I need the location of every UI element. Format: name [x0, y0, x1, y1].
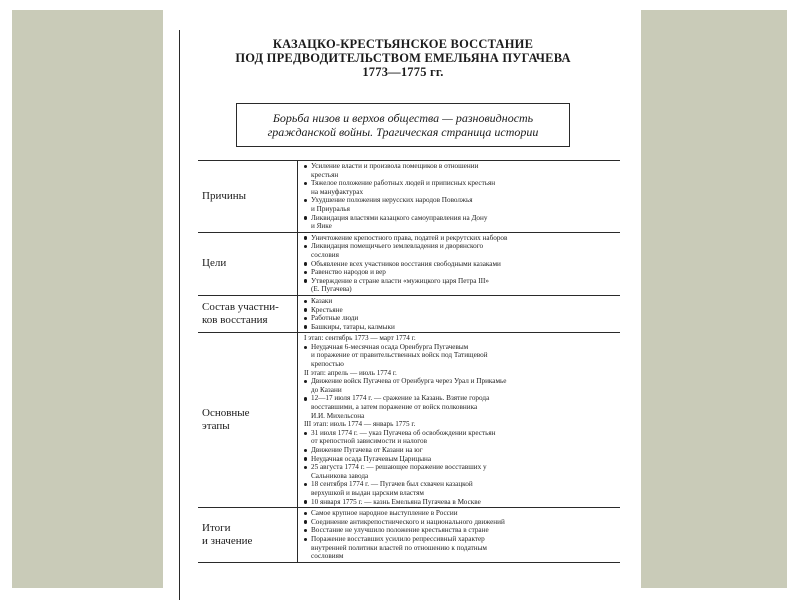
- list-item: Движение войск Пугачева от Оренбурга через Урал и Прикамье до Казани: [304, 377, 620, 394]
- row-items: [298, 161, 620, 232]
- list-item: Восстание не улучшило положение крестьянства в стране: [304, 526, 620, 535]
- table-row: [198, 333, 620, 508]
- list-item: Тяжелое положение работных людей и приписных крестьян на мануфактурах: [304, 179, 620, 196]
- heading-line: ПОД ПРЕДВОДИТЕЛЬСТВОМ ЕМЕЛЬЯНА ПУГАЧЕВА: [235, 51, 571, 65]
- list-item: Усиление власти и произвола помещиков в отношении крестьян: [304, 162, 620, 179]
- list-item: 31 июля 1774 г. — указ Пугачева об освобождении крестьян от крепостной зависимости и налогов: [304, 429, 620, 446]
- row-label: Итоги и значение: [198, 508, 298, 562]
- table-row: [198, 233, 620, 296]
- list-item: 18 сентября 1774 г. — Пугачев был схвачен казацкой верхушкой и выдан царским властям: [304, 480, 620, 497]
- row-label: Цели: [198, 233, 298, 295]
- list-item: Башкиры, татары, калмыки: [304, 323, 620, 332]
- row-items: [298, 508, 620, 562]
- document-page: [179, 30, 620, 600]
- list-item: Крестьяне: [304, 306, 620, 315]
- summary-line: гражданской войны. Трагическая страница истории: [267, 125, 539, 139]
- summary-box: [236, 103, 570, 147]
- list-item: Объявление всех участников восстания свободными казаками: [304, 260, 620, 269]
- list-item: Поражение восставших усилило репрессивный характер внутренней политики властей по отношению к податным сословиям: [304, 535, 620, 561]
- row-items: [298, 233, 620, 295]
- table-row: [198, 161, 620, 233]
- info-table: [198, 160, 620, 563]
- document-scan: [163, 10, 641, 600]
- heading-line: КАЗАЦКО-КРЕСТЬЯНСКОЕ ВОССТАНИЕ: [272, 37, 534, 51]
- list-item: Неудачная осада Пугачевым Царицына: [304, 455, 620, 464]
- list-item: Движение Пугачева от Казани на юг: [304, 446, 620, 455]
- heading-line: 1773—1775 гг.: [362, 65, 444, 79]
- row-items: [298, 296, 620, 332]
- row-label: Состав участни- ков восстания: [198, 296, 298, 332]
- row-items: [298, 333, 620, 507]
- list-item: 12—17 июля 1774 г. — сражение за Казань. Взятие города восставшими, а затем поражение от войск полковника И.И. Михельсона: [304, 394, 620, 420]
- list-item: Соединение антикрепостнического и национального движений: [304, 518, 620, 527]
- list-item: I этап: сентябрь 1773 — март 1774 г.: [304, 334, 416, 343]
- list-item: Самое крупное народное выступление в России: [304, 509, 620, 518]
- list-item: Ликвидация властями казацкого самоуправления на Дону и Яике: [304, 214, 620, 231]
- list-item: Казаки: [304, 297, 620, 306]
- list-item: Ухудшение положения нерусских народов Поволжья и Приуралья: [304, 196, 620, 213]
- row-label: Причины: [198, 161, 298, 232]
- list-item: 25 августа 1774 г. — решающее поражение восставших у Сальникова завода: [304, 463, 620, 480]
- list-item: Равенство народов и вер: [304, 268, 620, 277]
- list-item: Неудачная 6-месячная осада Оренбурга Пугачевым и поражение от правительственных войск под Татищевой крепостью: [304, 343, 620, 369]
- table-row: [198, 296, 620, 333]
- table-row: [198, 508, 620, 563]
- list-item: Уничтожение крепостного права, податей и рекрутских наборов: [304, 234, 620, 243]
- list-item: 10 января 1775 г. — казнь Емельяна Пугачева в Москве: [304, 498, 620, 507]
- list-item: III этап: июль 1774 — январь 1775 г.: [304, 420, 416, 429]
- list-item: Ликвидация помещичьего землевладения и дворянского сословия: [304, 242, 620, 259]
- summary-line: Борьба низов и верхов общества — разновидность: [272, 111, 534, 125]
- document-heading: [180, 37, 626, 79]
- list-item: II этап: апрель — июль 1774 г.: [304, 368, 397, 377]
- list-item: Работные люди: [304, 314, 620, 323]
- list-item: Утверждение в стране власти «мужицкого царя Петра III» (Е. Пугачева): [304, 277, 620, 294]
- row-label: Основные этапы: [198, 333, 298, 507]
